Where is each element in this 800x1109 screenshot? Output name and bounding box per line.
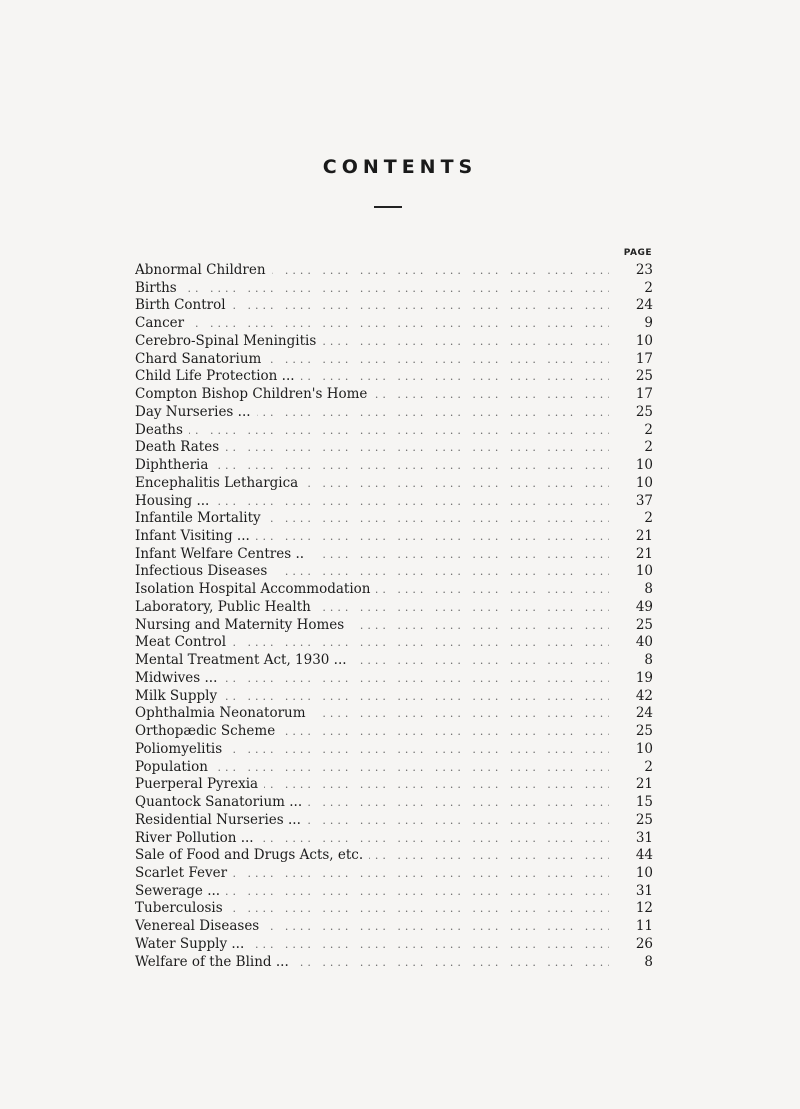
entry-label: Orthopædic Scheme [135, 723, 281, 739]
contents-entry [135, 794, 653, 812]
entry-page-number: 17 [613, 351, 653, 369]
entry-label: Scarlet Fever [135, 865, 233, 881]
entry-page-number: 26 [613, 936, 653, 954]
contents-entry [135, 368, 653, 386]
entry-label: Day Nurseries ... [135, 404, 257, 420]
entry-label: Population [135, 759, 214, 775]
entry-label: Isolation Hospital Accommodation [135, 581, 376, 597]
entry-label: Ophthalmia Neonatorum [135, 705, 312, 721]
entry-page-number: 25 [613, 723, 653, 741]
entry-page-number: 2 [613, 759, 653, 777]
contents-entry [135, 386, 653, 404]
entry-page-number: 17 [613, 386, 653, 404]
contents-entry [135, 297, 653, 315]
entry-label: Infant Visiting ... [135, 528, 256, 544]
entry-label: Quantock Sanatorium ... [135, 794, 308, 810]
page-column-header: PAGE [623, 248, 652, 258]
entry-label: Abnormal Children [135, 262, 272, 278]
entry-label: Births [135, 280, 183, 296]
entry-label: Sewerage ... [135, 883, 226, 899]
dot-leader [135, 315, 609, 333]
contents-entry [135, 759, 653, 777]
entry-page-number: 11 [613, 918, 653, 936]
entry-label: Infant Welfare Centres .. [135, 546, 310, 562]
entry-page-number: 25 [613, 368, 653, 386]
entry-page-number: 31 [613, 830, 653, 848]
entry-label: Laboratory, Public Health [135, 599, 317, 615]
entry-label: Housing ... [135, 493, 215, 509]
entry-page-number: 25 [613, 404, 653, 422]
contents-entry [135, 404, 653, 422]
page-title: CONTENTS [322, 156, 478, 178]
entry-page-number: 2 [613, 422, 653, 440]
entry-label: Nursing and Maternity Homes [135, 617, 350, 633]
entry-label: Cancer [135, 315, 190, 331]
title-divider [374, 206, 402, 208]
entry-page-number: 44 [613, 847, 653, 865]
contents-entry [135, 315, 653, 333]
contents-entry [135, 351, 653, 369]
entry-page-number: 10 [613, 457, 653, 475]
contents-entry [135, 457, 653, 475]
entry-label: Diphtheria [135, 457, 214, 473]
contents-entry [135, 333, 653, 351]
dot-leader [135, 422, 609, 440]
entry-page-number: 15 [613, 794, 653, 812]
entry-page-number: 8 [613, 652, 653, 670]
entry-page-number: 24 [613, 297, 653, 315]
entry-page-number: 21 [613, 776, 653, 794]
entry-label: Death Rates [135, 439, 225, 455]
contents-entry [135, 670, 653, 688]
contents-entry [135, 439, 653, 457]
entry-label: Chard Sanatorium [135, 351, 267, 367]
contents-entry [135, 422, 653, 440]
entry-label: Encephalitis Lethargica [135, 475, 304, 491]
entry-page-number: 10 [613, 475, 653, 493]
contents-entry [135, 918, 653, 936]
entry-page-number: 2 [613, 510, 653, 528]
contents-entry [135, 634, 653, 652]
entry-label: Puerperal Pyrexia [135, 776, 264, 792]
entry-page-number: 10 [613, 865, 653, 883]
entry-page-number: 40 [613, 634, 653, 652]
contents-entry [135, 528, 653, 546]
entry-page-number: 19 [613, 670, 653, 688]
contents-entry [135, 617, 653, 635]
contents-entry [135, 546, 653, 564]
contents-entry [135, 652, 653, 670]
entry-page-number: 10 [613, 563, 653, 581]
contents-list [135, 262, 653, 971]
entry-page-number: 23 [613, 262, 653, 280]
entry-label: Residential Nurseries ... [135, 812, 307, 828]
entry-page-number: 2 [613, 439, 653, 457]
contents-entry [135, 900, 653, 918]
entry-page-number: 8 [613, 581, 653, 599]
contents-entry [135, 510, 653, 528]
contents-entry [135, 599, 653, 617]
contents-entry [135, 776, 653, 794]
contents-entry [135, 280, 653, 298]
entry-page-number: 12 [613, 900, 653, 918]
entry-page-number: 10 [613, 741, 653, 759]
entry-page-number: 21 [613, 546, 653, 564]
entry-label: Venereal Diseases [135, 918, 265, 934]
entry-label: Sale of Food and Drugs Acts, etc. [135, 847, 369, 863]
dot-leader [135, 280, 609, 298]
entry-label: Midwives ... [135, 670, 223, 686]
entry-page-number: 9 [613, 315, 653, 333]
contents-entry [135, 475, 653, 493]
entry-page-number: 31 [613, 883, 653, 901]
entry-page-number: 25 [613, 617, 653, 635]
contents-entry [135, 563, 653, 581]
contents-entry [135, 830, 653, 848]
entry-page-number: 25 [613, 812, 653, 830]
contents-entry [135, 954, 653, 972]
contents-entry [135, 493, 653, 511]
entry-page-number: 42 [613, 688, 653, 706]
entry-page-number: 49 [613, 599, 653, 617]
contents-entry [135, 688, 653, 706]
entry-label: Child Life Protection ... [135, 368, 301, 384]
contents-entry [135, 883, 653, 901]
contents-entry [135, 865, 653, 883]
entry-label: Water Supply ... [135, 936, 250, 952]
contents-entry [135, 741, 653, 759]
contents-entry [135, 812, 653, 830]
entry-label: Poliomyelitis [135, 741, 228, 757]
entry-label: Infectious Diseases [135, 563, 273, 579]
entry-page-number: 2 [613, 280, 653, 298]
entry-label: Birth Control [135, 297, 232, 313]
entry-label: Tuberculosis [135, 900, 229, 916]
contents-entry [135, 705, 653, 723]
entry-page-number: 24 [613, 705, 653, 723]
entry-page-number: 10 [613, 333, 653, 351]
entry-label: Welfare of the Blind ... [135, 954, 295, 970]
entry-label: Compton Bishop Children's Home [135, 386, 373, 402]
contents-entry [135, 723, 653, 741]
entry-label: Cerebro-Spinal Meningitis [135, 333, 322, 349]
entry-page-number: 37 [613, 493, 653, 511]
contents-entry [135, 936, 653, 954]
contents-entry [135, 581, 653, 599]
entry-page-number: 21 [613, 528, 653, 546]
entry-page-number: 8 [613, 954, 653, 972]
entry-label: Infantile Mortality [135, 510, 267, 526]
contents-entry [135, 262, 653, 280]
contents-entry [135, 847, 653, 865]
entry-label: Meat Control [135, 634, 232, 650]
entry-label: Mental Treatment Act, 1930 ... [135, 652, 353, 668]
entry-label: Milk Supply [135, 688, 223, 704]
entry-label: Deaths [135, 422, 189, 438]
entry-label: River Pollution ... [135, 830, 260, 846]
